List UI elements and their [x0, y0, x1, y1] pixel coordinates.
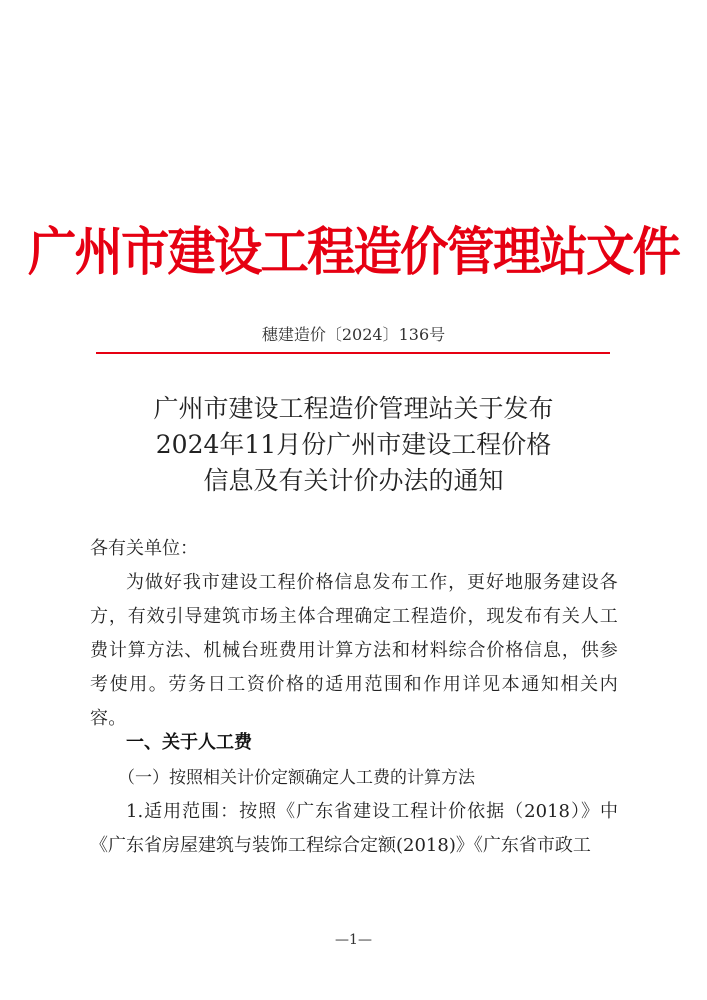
document-number: 穗建造价〔2024〕136号: [261, 325, 446, 344]
intro-paragraph: 为做好我市建设工程价格信息发布工作，更好地服务建设各方，有效引导建筑市场主体合理确定工程造价，现发布有关人工费计算方法、机械台班费用计算方法和材料综合价格信息，供参考使用。劳务日工资价格的适用范围和作用详见本通知相关内容。: [90, 572, 618, 729]
item-1-paragraph: 1.适用范围：按照《广东省建设工程计价依据（2018）》中《广东省房屋建筑与装饰工程综合定额(2018)》《广东省市政工: [90, 801, 618, 856]
notice-title-line-2: 2024年11月份广州市建设工程价格: [155, 430, 552, 459]
masthead-title: 广州市建设工程造价管理站文件: [27, 223, 679, 283]
red-divider-line: [96, 352, 610, 354]
notice-title: [0, 391, 707, 499]
notice-title-line-1: 广州市建设工程造价管理站关于发布: [153, 394, 554, 423]
section-heading-labor-cost: 一、关于人工费: [126, 732, 252, 753]
salutation: 各有关单位：: [90, 538, 198, 559]
page-number: —1—: [335, 932, 372, 948]
subsection-heading-calc-method: （一）按照相关计价定额确定人工费的计算方法: [118, 768, 475, 788]
notice-title-line-3: 信息及有关计价办法的通知: [203, 466, 504, 495]
